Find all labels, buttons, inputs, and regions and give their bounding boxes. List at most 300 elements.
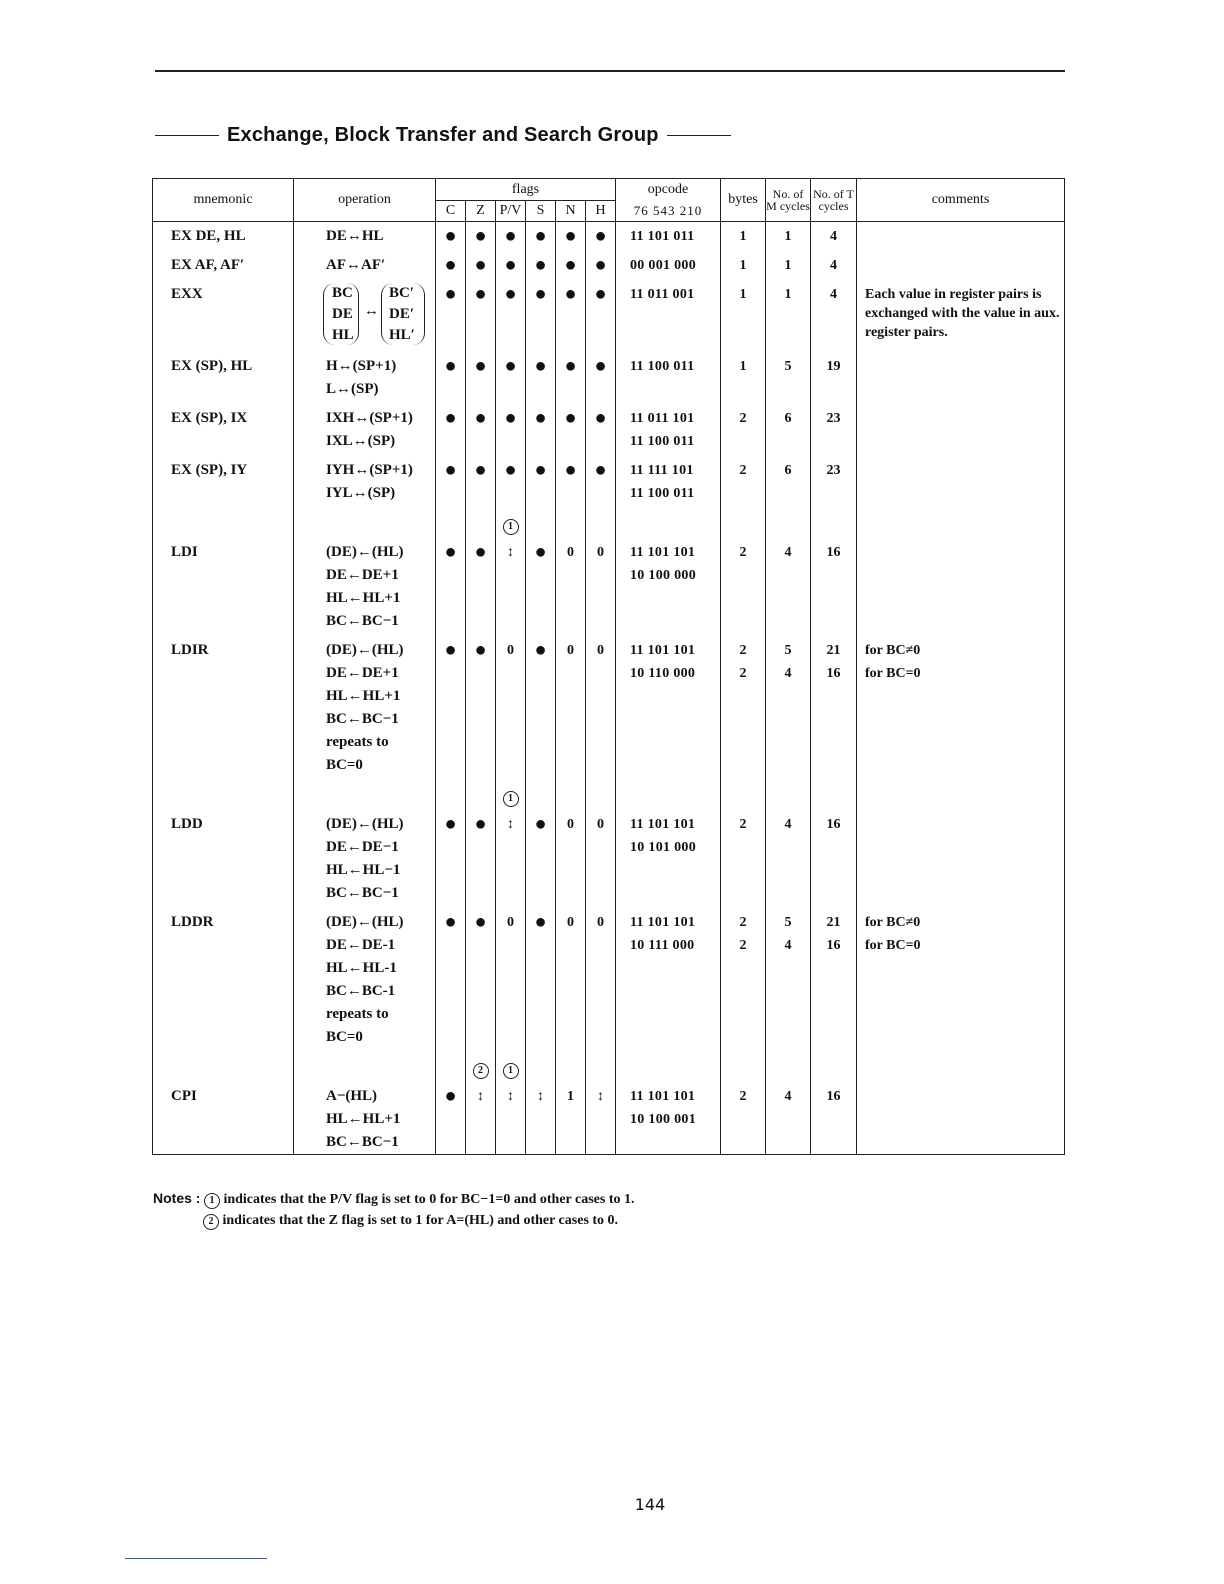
m-cycles-cell-line: 6: [784, 411, 792, 426]
opcode-cell-line: 10 100 001: [630, 1112, 696, 1127]
flag-value-n: ●: [564, 283, 577, 305]
bytes-cell-lines: [721, 248, 765, 277]
m-cycles-cell-line: 5: [784, 915, 792, 930]
flag-value-h: 0: [597, 817, 604, 832]
flag-cell-n: [556, 633, 586, 777]
title-dash-left: [155, 135, 219, 136]
operation-cell-line: IXH↔(SP+1): [326, 410, 413, 426]
header-t-cycles: No. of T cycles: [811, 179, 857, 222]
comments-cell: [857, 401, 1065, 453]
m-cycles-cell: [766, 905, 811, 1049]
note-mark-row: [153, 777, 1065, 807]
mnemonic: LDD: [171, 816, 203, 832]
m-cycles-cell-line: 4: [784, 545, 792, 560]
mnemonic: LDIR: [171, 642, 209, 658]
t-cycles-cell-line: 21: [826, 643, 841, 658]
opcode-cell-line: 11 101 011: [630, 229, 695, 244]
note-2-text: indicates that the Z flag is set to 1 for A=(HL) and other cases to 0.: [222, 1213, 619, 1228]
t-cycles-cell: [811, 401, 857, 453]
flag-value-s: ●: [534, 254, 547, 276]
opcode-cell-line: 11 101 101: [630, 1089, 696, 1104]
register-name: HL′: [389, 327, 415, 343]
operation-cell-line: DE←DE−1: [326, 839, 399, 855]
flag-value-h: ●: [594, 407, 607, 429]
opcode-cell-line: 11 101 101: [630, 915, 696, 930]
note-mark-spacer: [294, 777, 436, 807]
opcode-cell-line: 11 100 011: [630, 359, 695, 374]
t-cycles-cell-lines: [811, 349, 856, 378]
m-cycles-cell-lines: [766, 633, 810, 685]
mnemonic-cell: [153, 905, 294, 1049]
bytes-cell-lines: [721, 349, 765, 378]
bytes-cell-lines: [721, 401, 765, 430]
operation-cell: [294, 401, 436, 453]
opcode-cell: [616, 535, 721, 633]
flag-cell-n: [556, 807, 586, 905]
flag-value-c: ●: [444, 355, 457, 377]
note-mark-spacer: [811, 505, 857, 535]
t-cycles-cell-line: 16: [826, 545, 841, 560]
operation-cell-lines: [326, 807, 435, 905]
flag-cell-h: [586, 349, 616, 401]
left-paren-close: [346, 283, 359, 345]
opcode-cell: [616, 905, 721, 1049]
note-mark-cell-s: [526, 777, 556, 807]
comments-cell: [857, 453, 1065, 505]
flag-value-c: ●: [444, 407, 457, 429]
flag-cell-pv: [496, 349, 526, 401]
comments-cell-lines: [865, 1079, 1064, 1085]
mnemonic: EX DE, HL: [171, 228, 246, 244]
flag-value-pv: 0: [507, 643, 514, 658]
bytes-cell-line: 2: [739, 463, 747, 478]
t-cycles-cell-lines: [811, 453, 856, 482]
comments-cell-lines: [865, 633, 1064, 685]
bytes-cell-lines: [721, 1079, 765, 1108]
flag-value-z: ●: [474, 355, 487, 377]
flag-cell-c: [436, 807, 466, 905]
operation-cell-line: (DE)←(HL): [326, 544, 404, 560]
flag-cell-c: [436, 535, 466, 633]
flag-cell-h: [586, 453, 616, 505]
flag-cell-s: [526, 1079, 556, 1155]
operation-cell-line: repeats to: [326, 734, 389, 750]
t-cycles-cell-lines: [811, 905, 856, 957]
bytes-cell: [721, 277, 766, 349]
opcode-cell-lines: [630, 633, 720, 685]
bytes-cell: [721, 535, 766, 633]
operation-cell-lines: [326, 401, 435, 453]
opcode-cell-line: 11 101 101: [630, 817, 696, 832]
flag-value-s: ●: [534, 813, 547, 835]
t-cycles-cell-line: 4: [830, 287, 837, 302]
flag-value-z: ●: [474, 225, 487, 247]
section-title-text: Exchange, Block Transfer and Search Group: [227, 124, 659, 146]
flag-value-h: 0: [597, 915, 604, 930]
table-row: [153, 905, 1065, 1049]
opcode-cell-lines: [630, 349, 720, 378]
note-mark-cell-c: [436, 505, 466, 535]
operation-cell-line: HL←HL+1: [326, 1111, 401, 1127]
table-row: [153, 633, 1065, 777]
m-cycles-cell-lines: [766, 807, 810, 836]
note-mark-spacer: [721, 1049, 766, 1079]
operation-cell-line: (DE)←(HL): [326, 816, 404, 832]
note-mark-spacer: [153, 777, 294, 807]
operation-cell-line: HL←HL-1: [326, 960, 397, 976]
flag-value-n: 0: [567, 545, 574, 560]
operation-cell-line: BC←BC-1: [326, 983, 396, 999]
opcode-cell: [616, 1079, 721, 1155]
flag-value-n: ●: [564, 225, 577, 247]
note-mark-spacer: [294, 1049, 436, 1079]
flag-value-n: 1: [567, 1089, 574, 1104]
operation-cell: [294, 222, 436, 249]
m-cycles-cell-line: 6: [784, 463, 792, 478]
opcode-cell: [616, 807, 721, 905]
mnemonic: EX (SP), IX: [171, 410, 248, 426]
flag-value-s: ●: [534, 283, 547, 305]
m-cycles-cell-line: 1: [784, 229, 792, 244]
note-mark-spacer: [294, 505, 436, 535]
comments-cell-lines: [865, 401, 1064, 407]
operation-cell-lines: [326, 905, 435, 1049]
header-opcode-bits: 76 543 210: [616, 201, 721, 222]
flag-value-c: ●: [444, 813, 457, 835]
comments-cell-line: for BC=0: [865, 666, 921, 681]
register-name: HL: [332, 327, 354, 343]
opcode-cell-line: 11 100 011: [630, 434, 695, 449]
flag-value-h: ↕: [597, 1089, 604, 1104]
operation-cell-lines: [326, 1079, 435, 1154]
note-mark-spacer: [766, 505, 811, 535]
t-cycles-cell-lines: [811, 277, 856, 306]
note-mark-cell-pv: [496, 1049, 526, 1079]
m-cycles-cell-lines: [766, 401, 810, 430]
m-cycles-cell-line: 5: [784, 359, 792, 374]
m-cycles-cell-line: 1: [784, 287, 792, 302]
flag-cell-c: [436, 905, 466, 1049]
operation-cell-line: L↔(SP): [326, 381, 379, 397]
operation-cell: [294, 905, 436, 1049]
m-cycles-cell: [766, 349, 811, 401]
flag-value-pv: ●: [504, 355, 517, 377]
operation-cell-lines: [326, 535, 435, 633]
table-row: [153, 222, 1065, 249]
m-cycles-cell: [766, 248, 811, 277]
flag-cell-pv: [496, 248, 526, 277]
operation-cell: [294, 349, 436, 401]
flag-cell-s: [526, 633, 556, 777]
m-cycles-cell: [766, 401, 811, 453]
register-name: BC′: [389, 285, 415, 301]
flag-cell-n: [556, 349, 586, 401]
opcode-cell-line: 11 111 101: [630, 463, 694, 478]
operation-cell-line: BC←BC−1: [326, 711, 399, 727]
t-cycles-cell-line: 16: [826, 938, 841, 953]
comments-cell-lines: [865, 349, 1064, 355]
m-cycles-cell-lines: [766, 535, 810, 564]
flag-value-s: ●: [534, 911, 547, 933]
flag-value-n: ●: [564, 407, 577, 429]
note-mark-spacer: [857, 1049, 1065, 1079]
t-cycles-cell-line: 4: [830, 229, 837, 244]
flag-cell-s: [526, 401, 556, 453]
flag-value-z: ●: [474, 459, 487, 481]
note-mark-spacer: [766, 1049, 811, 1079]
note-mark-cell-s: [526, 1049, 556, 1079]
table-row: [153, 453, 1065, 505]
operation-cell-line: IYL↔(SP): [326, 485, 396, 501]
t-cycles-cell-line: 23: [826, 463, 841, 478]
instruction-table: [152, 178, 1065, 1155]
comments-cell: [857, 349, 1065, 401]
m-cycles-cell: [766, 222, 811, 249]
note-mark-pv: 1: [503, 1063, 519, 1079]
opcode-cell-line: 11 101 101: [630, 545, 696, 560]
flag-cell-s: [526, 905, 556, 1049]
mnemonic-cell: [153, 1079, 294, 1155]
opcode-cell-lines: [630, 248, 720, 277]
opcode-cell-line: 10 111 000: [630, 938, 695, 953]
bytes-cell-line: 1: [739, 359, 747, 374]
flag-cell-n: [556, 1079, 586, 1155]
table-row: [153, 1079, 1065, 1155]
comments-cell: [857, 905, 1065, 1049]
flag-value-z: ●: [474, 639, 487, 661]
flag-cell-h: [586, 633, 616, 777]
m-cycles-cell-line: 5: [784, 643, 792, 658]
m-cycles-cell: [766, 1079, 811, 1155]
flag-cell-z: [466, 401, 496, 453]
opcode-cell-lines: [630, 1079, 720, 1131]
flag-cell-pv: [496, 277, 526, 349]
bytes-cell: [721, 401, 766, 453]
bytes-cell-line: 2: [739, 411, 747, 426]
m-cycles-cell-line: 1: [784, 258, 792, 273]
note-mark-spacer: [153, 1049, 294, 1079]
note-mark-cell-pv: [496, 505, 526, 535]
header-bytes: bytes: [721, 179, 766, 222]
mnemonic: LDI: [171, 544, 198, 560]
note-mark-cell-n: [556, 777, 586, 807]
flag-value-h: ●: [594, 355, 607, 377]
flag-cell-s: [526, 349, 556, 401]
comments-cell-lines: [865, 453, 1064, 459]
bytes-cell-lines: [721, 905, 765, 957]
flag-value-n: ●: [564, 355, 577, 377]
header-flag-h: H: [586, 201, 616, 222]
note-mark-spacer: [616, 777, 721, 807]
flag-cell-z: [466, 222, 496, 249]
flag-value-c: ●: [444, 225, 457, 247]
flag-value-n: 0: [567, 817, 574, 832]
m-cycles-cell: [766, 807, 811, 905]
flag-cell-pv: [496, 633, 526, 777]
flag-cell-s: [526, 535, 556, 633]
mnemonic: EX (SP), HL: [171, 358, 253, 374]
flag-cell-c: [436, 248, 466, 277]
operation-cell-line: BC←BC−1: [326, 885, 399, 901]
register-name: DE′: [389, 306, 415, 322]
note-mark-cell-c: [436, 1049, 466, 1079]
t-cycles-cell-line: 21: [826, 915, 841, 930]
bytes-cell-line: 1: [739, 287, 747, 302]
flag-value-s: ●: [534, 225, 547, 247]
flag-cell-c: [436, 349, 466, 401]
flag-value-z: ●: [474, 813, 487, 835]
bytes-cell-line: 2: [739, 938, 747, 953]
flag-cell-n: [556, 222, 586, 249]
flag-cell-c: [436, 222, 466, 249]
note-mark-cell-c: [436, 777, 466, 807]
t-cycles-cell-line: 16: [826, 1089, 841, 1104]
operation-cell-line: HL←HL+1: [326, 590, 401, 606]
flag-value-n: ●: [564, 459, 577, 481]
flag-value-c: ●: [444, 254, 457, 276]
m-cycles-cell: [766, 535, 811, 633]
flag-value-c: ●: [444, 639, 457, 661]
flag-cell-h: [586, 807, 616, 905]
table-row: [153, 401, 1065, 453]
flag-cell-z: [466, 535, 496, 633]
mnemonic: EX (SP), IY: [171, 462, 248, 478]
bytes-cell: [721, 453, 766, 505]
operation-cell-line: IXL↔(SP): [326, 433, 396, 449]
flag-value-n: 0: [567, 643, 574, 658]
opcode-cell-line: 11 100 011: [630, 486, 695, 501]
t-cycles-cell: [811, 535, 857, 633]
table-row: [153, 349, 1065, 401]
t-cycles-cell-lines: [811, 535, 856, 564]
mnemonic-cell: [153, 535, 294, 633]
note-mark-pv: 1: [503, 519, 519, 535]
opcode-cell-lines: [630, 535, 720, 587]
flag-value-z: ●: [474, 283, 487, 305]
operation-cell-line: HL←HL+1: [326, 688, 401, 704]
opcode-cell-line: 10 101 000: [630, 840, 696, 855]
comments-cell: [857, 807, 1065, 905]
m-cycles-cell: [766, 453, 811, 505]
flag-value-h: ●: [594, 459, 607, 481]
mnemonic-cell: [153, 633, 294, 777]
flag-cell-z: [466, 277, 496, 349]
flag-value-s: ↕: [537, 1089, 544, 1104]
opcode-cell: [616, 633, 721, 777]
flag-cell-z: [466, 633, 496, 777]
t-cycles-cell: [811, 222, 857, 249]
mnemonic-cell: [153, 222, 294, 249]
flag-value-h: 0: [597, 643, 604, 658]
note-mark-cell-z: [466, 505, 496, 535]
operation-cell-line: (DE)←(HL): [326, 914, 404, 930]
note-1-text: indicates that the P/V flag is set to 0 for BC−1=0 and other cases to 1.: [223, 1192, 635, 1207]
mnemonic-cell: [153, 349, 294, 401]
flag-cell-s: [526, 807, 556, 905]
flag-value-s: ●: [534, 355, 547, 377]
t-cycles-cell: [811, 807, 857, 905]
flag-cell-n: [556, 248, 586, 277]
operation-cell-line: HL←HL−1: [326, 862, 401, 878]
flag-cell-pv: [496, 905, 526, 1049]
bytes-cell: [721, 633, 766, 777]
opcode-cell-line: 11 011 101: [630, 411, 695, 426]
note-mark-pv: 1: [503, 791, 519, 807]
m-cycles-cell-lines: [766, 349, 810, 378]
comments-cell-lines: [865, 248, 1064, 254]
flag-cell-pv: [496, 535, 526, 633]
t-cycles-cell: [811, 633, 857, 777]
operation-cell-line: DE↔HL: [326, 228, 384, 244]
bytes-cell: [721, 807, 766, 905]
opcode-cell-lines: [630, 222, 720, 248]
flag-value-n: 0: [567, 915, 574, 930]
operation-cell: [294, 277, 436, 349]
flag-value-z: ●: [474, 254, 487, 276]
flag-cell-z: [466, 1079, 496, 1155]
flag-cell-h: [586, 277, 616, 349]
flag-cell-n: [556, 905, 586, 1049]
mnemonic-cell: [153, 277, 294, 349]
bytes-cell: [721, 349, 766, 401]
flag-cell-c: [436, 401, 466, 453]
operation-cell-lines: [326, 453, 435, 505]
m-cycles-cell: [766, 277, 811, 349]
flag-cell-pv: [496, 222, 526, 249]
note-2: [153, 1210, 953, 1231]
flag-cell-c: [436, 453, 466, 505]
flag-value-n: ●: [564, 254, 577, 276]
operation-cell-line: BC←BC−1: [326, 613, 399, 629]
flag-cell-n: [556, 277, 586, 349]
m-cycles-cell-lines: [766, 905, 810, 957]
operation-cell-line: AF↔AF′: [326, 257, 386, 273]
opcode-cell-line: 11 011 001: [630, 287, 695, 302]
bytes-cell-line: 2: [739, 545, 747, 560]
opcode-cell: [616, 277, 721, 349]
flag-value-pv: ●: [504, 459, 517, 481]
bytes-cell-lines: [721, 277, 765, 306]
mnemonic: EX AF, AF′: [171, 257, 245, 273]
flag-cell-pv: [496, 807, 526, 905]
mnemonic: CPI: [171, 1088, 197, 1104]
header-flags: flags: [436, 179, 616, 201]
operation-cell-lines: [326, 633, 435, 777]
note-mark-cell-z: [466, 777, 496, 807]
flag-value-c: ●: [444, 541, 457, 563]
t-cycles-cell-line: 4: [830, 258, 837, 273]
t-cycles-cell: [811, 905, 857, 1049]
note-mark-cell-h: [586, 777, 616, 807]
bytes-cell: [721, 905, 766, 1049]
t-cycles-cell-lines: [811, 222, 856, 248]
comments-cell: [857, 248, 1065, 277]
table-row: [153, 277, 1065, 349]
flag-value-h: ●: [594, 225, 607, 247]
operation-cell-line: DE←DE-1: [326, 937, 396, 953]
note-1-marker: 1: [204, 1193, 220, 1209]
notes-label: Notes :: [153, 1190, 201, 1206]
bytes-cell-line: 2: [739, 817, 747, 832]
flag-value-c: ●: [444, 911, 457, 933]
bytes-cell-line: 1: [739, 229, 747, 244]
operation-cell: [294, 248, 436, 277]
bytes-cell-line: 2: [739, 1089, 747, 1104]
note-2-marker: 2: [203, 1214, 219, 1230]
mnemonic-cell: [153, 807, 294, 905]
note-mark-spacer: [721, 777, 766, 807]
note-mark-cell-n: [556, 1049, 586, 1079]
